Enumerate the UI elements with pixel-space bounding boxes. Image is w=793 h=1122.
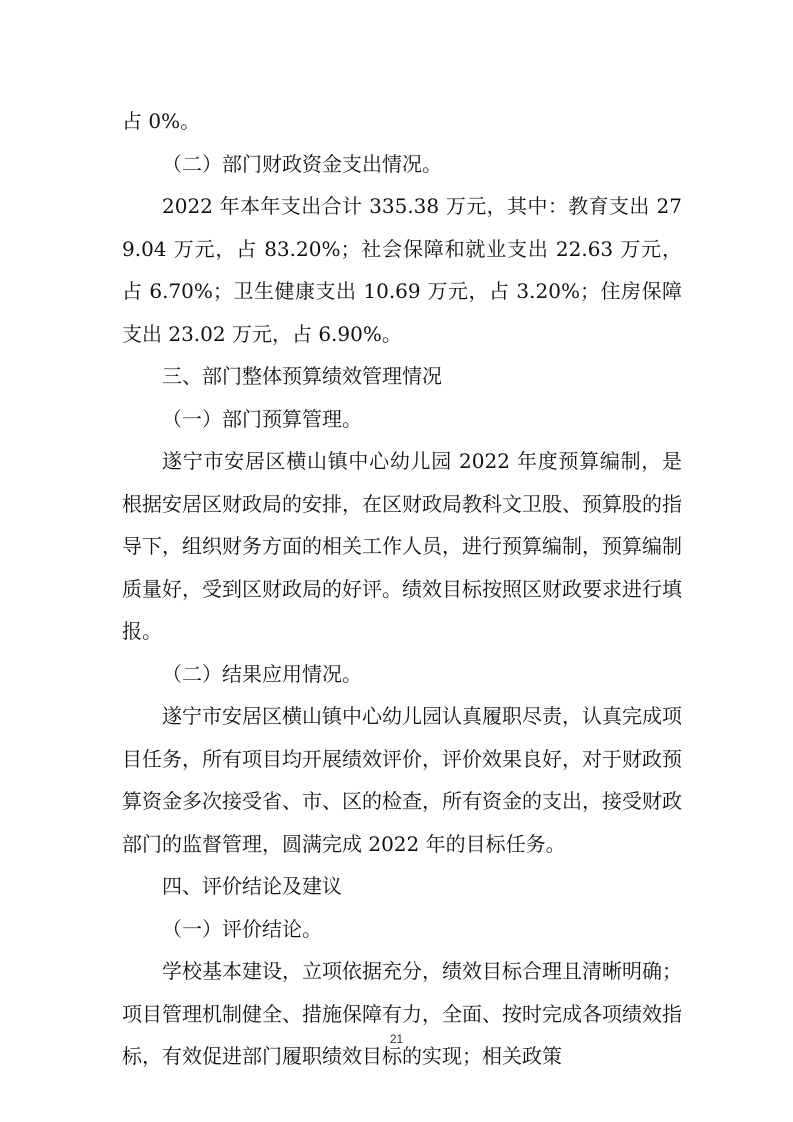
subheading-budget-management: （一）部门预算管理。 xyxy=(162,406,362,431)
paragraph-expenditure-details: 2022 年本年支出合计 335.38 万元，其中：教育支出 279.04 万元，占 83.20%；社会保障和就业支出 22.63 万元，占 6.70%；卫生健康支出 10.69 万元，占 3.20%；住房保障支出 23.02 万元，占 6.90%。 xyxy=(122,194,682,346)
subheading-results-application: （二）结果应用情况。 xyxy=(162,661,362,686)
paragraph-budget-management: 遂宁市安居区横山镇中心幼儿园 2022 年度预算编制，是根据安居区财政局的安排，在区财政局教科文卫股、预算股的指导下，组织财务方面的相关工作人员，进行预算编制，预算编制质量好，受到区财政局的好评。绩效目标按照区财政要求进行填报。 xyxy=(122,449,682,643)
paragraph-continuation: 占 0%。 xyxy=(122,109,201,133)
paragraph-results-application: 遂宁市安居区横山镇中心幼儿园认真履职尽责，认真完成项目任务，所有项目均开展绩效评价，评价效果良好，对于财政预算资金多次接受省、市、区的检查，所有资金的支出，接受财政部门的监督管理，圆满完成 2022 年的目标任务。 xyxy=(122,704,682,856)
heading-section-four: 四、评价结论及建议 xyxy=(162,874,342,898)
subheading-evaluation-conclusion: （一）评价结论。 xyxy=(162,916,322,941)
body-text xyxy=(122,100,682,1078)
page-number: 21 xyxy=(389,1032,404,1046)
subheading-expenditure: （二）部门财政资金支出情况。 xyxy=(162,151,442,176)
heading-section-three: 三、部门整体预算绩效管理情况 xyxy=(162,364,442,388)
paragraph-evaluation-conclusion: 学校基本建设，立项依据充分，绩效目标合理且清晰明确；项目管理机制健全、措施保障有力，全面、按时完成各项绩效指标，有效促进部门履职绩效目标的实现；相关政策 xyxy=(122,959,682,1068)
